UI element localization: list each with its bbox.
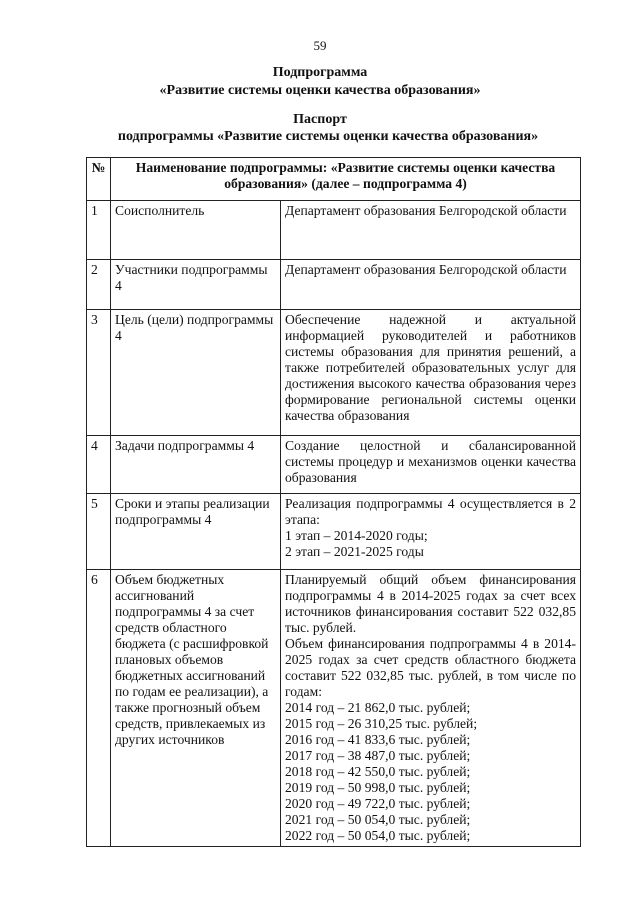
table-row — [87, 570, 581, 847]
column-header-title: Наименование подпрограммы: «Развитие системы оценки качества образования» (далее – подпрограмма 4) — [111, 158, 581, 201]
table-row — [87, 260, 581, 310]
row-label: Задачи подпрограммы 4 — [111, 436, 281, 494]
year-amount: 2022 год – 50 054,0 тыс. рублей; — [285, 828, 471, 843]
row-label: Участники подпрограммы 4 — [111, 260, 281, 310]
year-amount: 2015 год – 26 310,25 тыс. рублей; — [285, 716, 478, 731]
financing-total: Планируемый общий объем финансирования подпрограммы 4 в 2014-2025 годах за счет всех источников финансирования составит 522 032,85 тыс. рублей. — [285, 572, 577, 635]
row-label: Сроки и этапы реализации подпрограммы 4 — [111, 494, 281, 570]
row-label: Объем бюджетных ассигнований подпрограммы 4 за счет средств областного бюджета (с расшифровкой плановых объемов бюджетных ассигнований по годам ее реализации), а также прогнозный объем средств, привлекаемых из других источников — [111, 570, 281, 847]
row-number: 6 — [87, 570, 111, 847]
table-row — [87, 310, 581, 436]
row-label: Цель (цели) подпрограммы 4 — [111, 310, 281, 436]
page-number: 59 — [313, 38, 327, 53]
row-value — [281, 570, 581, 847]
table-header-row — [87, 158, 581, 201]
year-amount: 2014 год – 21 862,0 тыс. рублей; — [285, 700, 471, 715]
passport-heading: Паспорт — [293, 112, 347, 127]
table-row — [87, 201, 581, 260]
table-row — [87, 436, 581, 494]
row-number: 4 — [87, 436, 111, 494]
passport-table — [86, 157, 581, 847]
financing-regional: Объем финансирования подпрограммы 4 в 2014-2025 годах за счет средств областного бюджета составит 522 032,85 тыс. рублей, в том числе по годам: — [285, 636, 577, 699]
row-number: 5 — [87, 494, 111, 570]
subprogram-heading: Подпрограмма — [272, 65, 368, 80]
row-value: Обеспечение надежной и актуальной информацией руководителей и работников системы образования для принятия решений, а также потребителей образовательных услуг для достижения высокого качества образования через формирование региональной системы оценки качества образования — [281, 310, 581, 436]
row-value — [281, 494, 581, 570]
row-number: 2 — [87, 260, 111, 310]
year-amount: 2021 год – 50 054,0 тыс. рублей; — [285, 812, 471, 827]
year-amount: 2017 год – 38 487,0 тыс. рублей; — [285, 748, 471, 763]
passport-title: подпрограммы «Развитие системы оценки качества образования» — [117, 129, 539, 144]
year-amount: 2019 год – 50 998,0 тыс. рублей; — [285, 780, 471, 795]
row-label: Соисполнитель — [111, 201, 281, 260]
stages-intro: Реализация подпрограммы 4 осуществляется в 2 этапа: — [285, 496, 577, 527]
table-row — [87, 494, 581, 570]
stage-line: 2 этап – 2021-2025 годы — [285, 544, 424, 559]
row-number: 3 — [87, 310, 111, 436]
subprogram-title: «Развитие системы оценки качества образования» — [159, 83, 481, 98]
year-amount: 2020 год – 49 722,0 тыс. рублей; — [285, 796, 471, 811]
year-amount: 2018 год – 42 550,0 тыс. рублей; — [285, 764, 471, 779]
year-amount: 2016 год – 41 833,6 тыс. рублей; — [285, 732, 471, 747]
row-number: 1 — [87, 201, 111, 260]
column-header-number: № — [87, 158, 111, 201]
row-value: Департамент образования Белгородской области — [281, 260, 581, 310]
stage-line: 1 этап – 2014-2020 годы; — [285, 528, 428, 543]
row-value: Департамент образования Белгородской области — [281, 201, 581, 260]
row-value: Создание целостной и сбалансированной системы процедур и механизмов оценки качества образования — [281, 436, 581, 494]
